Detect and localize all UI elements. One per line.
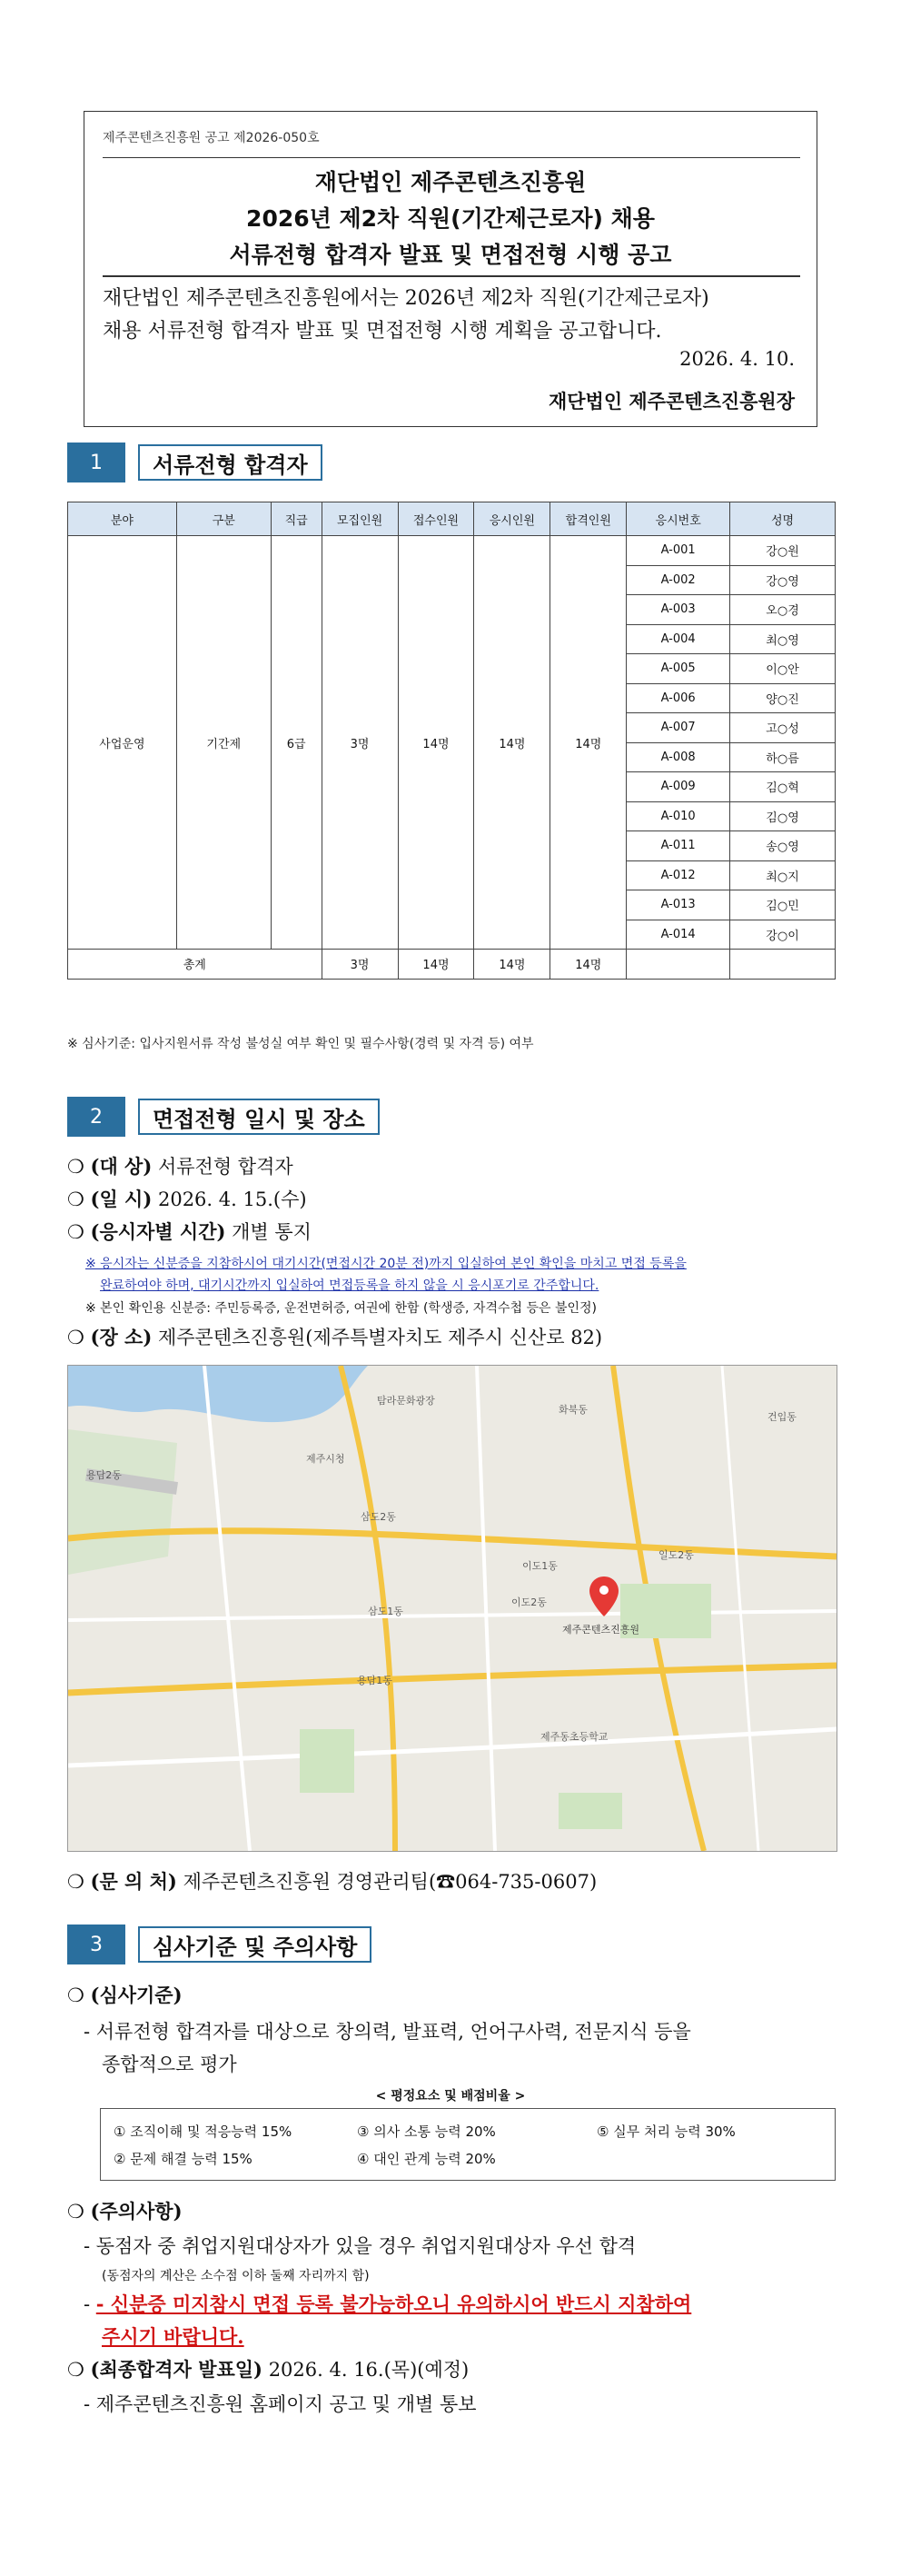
time-label: (응시자별 시간) bbox=[90, 1220, 226, 1243]
time-line: ❍ (응시자별 시간) 개별 통지 bbox=[67, 1220, 312, 1243]
section-number: 3 bbox=[67, 1925, 125, 1964]
caution-warning-text: - 신분증 미지참시 면접 등록 불가능하오니 유의하시어 반드시 지참하여 bbox=[95, 2293, 692, 2315]
contact-value: 제주콘텐츠진흥원 경영관리팀(☎064-735-0607) bbox=[183, 1871, 598, 1893]
section-title: 심사기준 및 주의사항 bbox=[138, 1926, 371, 1963]
title-organization: 재단법인 제주콘텐츠진흥원 bbox=[314, 169, 587, 195]
map-marker-label: 제주콘텐츠진흥원 bbox=[562, 1624, 640, 1636]
date-label: (일 시) bbox=[90, 1188, 153, 1210]
total-row bbox=[68, 950, 836, 980]
notice-date: 2026. 4. 10. bbox=[679, 348, 795, 370]
cell-exam-no: A-014 bbox=[627, 920, 730, 950]
map-label: 화북동 bbox=[559, 1404, 588, 1416]
total-label: 총계 bbox=[68, 950, 322, 980]
cell-exam-no: A-013 bbox=[627, 890, 730, 920]
map-label: 삼도1동 bbox=[368, 1606, 403, 1617]
total-passed: 14명 bbox=[550, 950, 627, 980]
total-applied: 14명 bbox=[398, 950, 474, 980]
target-value: 서류전형 합격자 bbox=[157, 1156, 293, 1178]
section-number: 2 bbox=[67, 1097, 125, 1137]
col-header: 접수인원 bbox=[398, 502, 474, 536]
criteria-box bbox=[100, 2108, 836, 2181]
col-header: 분야 bbox=[68, 502, 177, 536]
section-title: 서류전형 합격자 bbox=[138, 444, 322, 481]
map-label: 탐라문화광장 bbox=[377, 1395, 435, 1407]
total-tested: 14명 bbox=[474, 950, 550, 980]
final-label: (최종합격자 발표일) bbox=[90, 2358, 262, 2381]
col-header: 합격인원 bbox=[550, 502, 627, 536]
cell-name: 송○영 bbox=[730, 831, 836, 861]
notice-number: 제주콘텐츠진흥원 공고 제2026-050호 bbox=[103, 131, 320, 145]
cell-exam-no: A-004 bbox=[627, 624, 730, 654]
col-header: 응시인원 bbox=[474, 502, 550, 536]
caution-subtext: (동점자의 계산은 소수점 이하 둘째 자리까지 함) bbox=[102, 2269, 370, 2283]
title-recruitment: 2026년 제2차 직원(기간제근로자) 채용 bbox=[246, 205, 655, 232]
result-table bbox=[67, 502, 836, 980]
map-label: 제주시청 bbox=[306, 1453, 345, 1465]
cell-name: 강○이 bbox=[730, 920, 836, 950]
title-announcement: 서류전형 합격자 발표 및 면접전형 시행 공고 bbox=[229, 242, 672, 268]
total-empty bbox=[730, 950, 836, 980]
section-number: 1 bbox=[67, 443, 125, 482]
map-label: 제주동초등학교 bbox=[540, 1731, 609, 1743]
col-header: 직급 bbox=[271, 502, 322, 536]
caution-text: - 동점자 중 취업지원대상자가 있을 경우 취업지원대상자 우선 합격 bbox=[84, 2235, 637, 2257]
map-label: 삼도2동 bbox=[361, 1511, 396, 1523]
header-body-line: 재단법인 제주콘텐츠진흥원에서는 2026년 제2차 직원(기간제근로자) bbox=[103, 287, 709, 310]
final-line: ❍ (최종합격자 발표일) 2026. 4. 16.(목)(예정) bbox=[67, 2358, 470, 2381]
map-label: 일도2동 bbox=[658, 1549, 694, 1561]
signer: 재단법인 제주콘텐츠진흥원장 bbox=[548, 390, 795, 413]
criteria-box-title: < 평정요소 및 배점비율 > bbox=[375, 2089, 526, 2104]
contact-label: (문 의 처) bbox=[90, 1870, 177, 1893]
place-value: 제주콘텐츠진흥원(제주특별자치도 제주시 신산로 82) bbox=[157, 1327, 603, 1348]
criteria-item: ③ 의사 소통 능력 20% bbox=[357, 2123, 496, 2140]
location-pin-icon[interactable] bbox=[589, 1576, 619, 1616]
notice-header-box bbox=[84, 111, 817, 427]
date-line: ❍ (일 시) 2026. 4. 15.(수) bbox=[67, 1188, 307, 1210]
cell-recruit: 3명 bbox=[322, 536, 398, 950]
caution-warning: - - 신분증 미지참시 면접 등록 불가능하오니 유의하시어 반드시 지참하여 bbox=[84, 2293, 692, 2315]
cell-name: 오○경 bbox=[730, 595, 836, 625]
section-title: 면접전형 일시 및 장소 bbox=[138, 1099, 380, 1135]
criteria-item: ④ 대인 관계 능력 20% bbox=[357, 2151, 496, 2167]
criteria-label: (심사기준) bbox=[90, 1984, 183, 2006]
criteria-line: ❍ (심사기준) bbox=[67, 1984, 183, 2006]
final-text: - 제주콘텐츠진흥원 홈페이지 공고 및 개별 통보 bbox=[84, 2393, 477, 2415]
divider bbox=[103, 157, 800, 158]
criteria-item: ⑤ 실무 처리 능력 30% bbox=[597, 2123, 736, 2140]
header-body bbox=[103, 283, 800, 348]
warning-line: 완료하여야 하며, 대기시간까지 입실하여 면접등록을 하지 않을 시 응시포기로 간주합니다. bbox=[100, 1278, 599, 1293]
location-map[interactable] bbox=[67, 1365, 837, 1852]
cell-exam-no: A-003 bbox=[627, 595, 730, 625]
cell-name: 고○성 bbox=[730, 713, 836, 743]
cell-name: 양○진 bbox=[730, 683, 836, 713]
criteria-item: ① 조직이해 및 적응능력 15% bbox=[114, 2123, 292, 2140]
cell-exam-no: A-007 bbox=[627, 713, 730, 743]
cell-name: 김○민 bbox=[730, 890, 836, 920]
date-value: 2026. 4. 15.(수) bbox=[157, 1189, 307, 1210]
col-header: 구분 bbox=[176, 502, 271, 536]
map-label: 용담1동 bbox=[357, 1675, 392, 1686]
cell-name: 이○안 bbox=[730, 654, 836, 684]
cell-exam-no: A-009 bbox=[627, 772, 730, 802]
map-graphic bbox=[68, 1366, 837, 1851]
col-header: 모집인원 bbox=[322, 502, 398, 536]
cell-type: 기간제 bbox=[176, 536, 271, 950]
table-note: ※ 심사기준: 입사지원서류 작성 불성실 여부 확인 및 필수사항(경력 및 자격 등) 여부 bbox=[67, 1037, 534, 1051]
divider bbox=[103, 275, 800, 277]
target-line: ❍ (대 상) 서류전형 합격자 bbox=[67, 1155, 293, 1178]
cell-exam-no: A-002 bbox=[627, 565, 730, 595]
cell-exam-no: A-008 bbox=[627, 742, 730, 772]
final-value: 2026. 4. 16.(목)(예정) bbox=[268, 2359, 470, 2381]
section-heading-2 bbox=[67, 1097, 380, 1137]
cell-name: 최○지 bbox=[730, 860, 836, 890]
caution-line: ❍ (주의사항) bbox=[67, 2200, 183, 2223]
map-label: 이도2동 bbox=[511, 1596, 547, 1608]
header-body-line: 채용 서류전형 합격자 발표 및 면접전형 시행 계획을 공고합니다. bbox=[103, 320, 662, 343]
cell-name: 김○영 bbox=[730, 801, 836, 831]
col-header: 성명 bbox=[730, 502, 836, 536]
caution-warning bbox=[102, 2322, 244, 2350]
caution-warning-text: 주시기 바랍니다. bbox=[102, 2325, 244, 2348]
total-recruit: 3명 bbox=[322, 950, 398, 980]
section-heading-3 bbox=[67, 1925, 371, 1964]
cell-exam-no: A-006 bbox=[627, 683, 730, 713]
id-note: ※ 본인 확인용 신분증: 주민등록증, 운전면허증, 여권에 한함 (학생증, 자격수첩 등은 불인정) bbox=[85, 1301, 598, 1316]
col-header: 응시번호 bbox=[627, 502, 730, 536]
time-value: 개별 통지 bbox=[232, 1221, 312, 1243]
total-empty bbox=[627, 950, 730, 980]
map-label: 이도1동 bbox=[522, 1560, 558, 1572]
cell-passed: 14명 bbox=[550, 536, 627, 950]
section-heading-1 bbox=[67, 443, 322, 482]
caution-label: (주의사항) bbox=[90, 2200, 183, 2223]
cell-name: 하○름 bbox=[730, 742, 836, 772]
map-label: 건입동 bbox=[767, 1411, 797, 1423]
cell-field: 사업운영 bbox=[68, 536, 177, 950]
place-label: (장 소) bbox=[90, 1326, 153, 1348]
cell-exam-no: A-005 bbox=[627, 654, 730, 684]
cell-exam-no: A-011 bbox=[627, 831, 730, 861]
cell-exam-no: A-001 bbox=[627, 536, 730, 566]
cell-grade: 6급 bbox=[271, 536, 322, 950]
cell-name: 김○혁 bbox=[730, 772, 836, 802]
warning-line: ※ 응시자는 신분증을 지참하시어 대기시간(면접시간 20분 전)까지 입실하여 본인 확인을 마치고 면접 등록을 bbox=[85, 1257, 687, 1271]
table-header-row bbox=[68, 502, 836, 536]
cell-exam-no: A-010 bbox=[627, 801, 730, 831]
criteria-text: - 서류전형 합격자를 대상으로 창의력, 발표력, 언어구사력, 전문지식 등을 bbox=[84, 2021, 691, 2043]
criteria-item: ② 문제 해결 능력 15% bbox=[114, 2151, 252, 2167]
table-row bbox=[68, 536, 836, 566]
target-label: (대 상) bbox=[90, 1155, 153, 1178]
contact-line: ❍ (문 의 처) 제주콘텐츠진흥원 경영관리팀(☎064-735-0607) bbox=[67, 1870, 598, 1893]
cell-name: 최○영 bbox=[730, 624, 836, 654]
cell-exam-no: A-012 bbox=[627, 860, 730, 890]
criteria-text: 종합적으로 평가 bbox=[102, 2054, 237, 2075]
cell-name: 강○원 bbox=[730, 536, 836, 566]
cell-tested: 14명 bbox=[474, 536, 550, 950]
map-label: 용담2동 bbox=[86, 1469, 122, 1481]
cell-applied: 14명 bbox=[398, 536, 474, 950]
place-line: ❍ (장 소) 제주콘텐츠진흥원(제주특별자치도 제주시 신산로 82) bbox=[67, 1326, 603, 1348]
cell-name: 강○영 bbox=[730, 565, 836, 595]
